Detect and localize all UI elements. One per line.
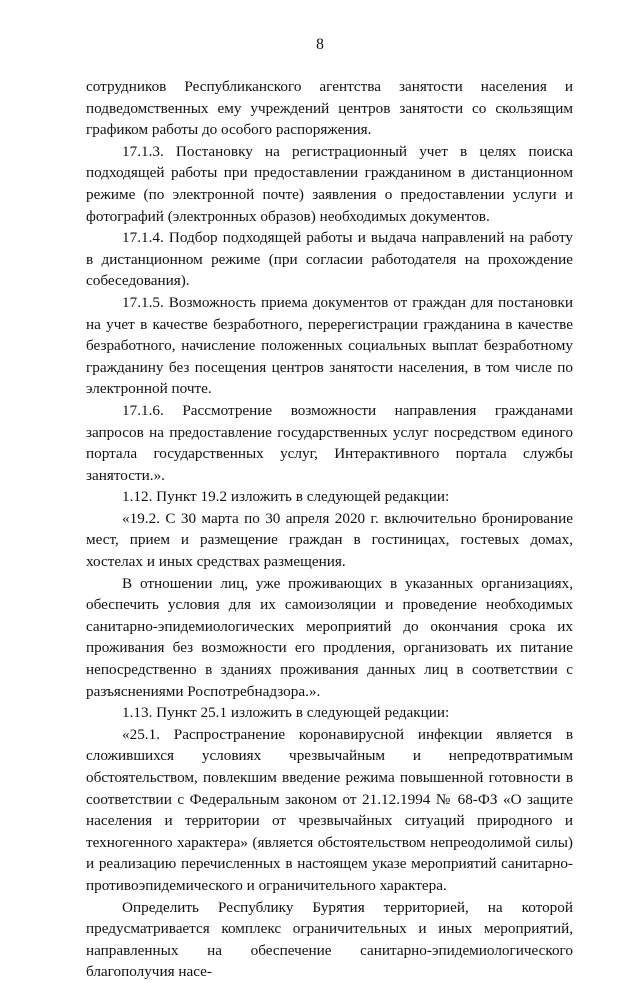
document-body [86, 76, 573, 983]
paragraph-1-13: 1.13. Пункт 25.1 изложить в следующей редакции: [122, 704, 450, 722]
paragraph-25-1: «25.1. Распространение коронавирусной инфекции является в сложившихся условиях чрезвычайным и непредотвратимым обстоятельством, повлекшим введение режима повышенной готовности в соответствии с Федеральным законом от 21.12.1994 № 68-ФЗ «О защите населения и территории от чрезвычайных ситуаций природного и техногенного характера» (является обстоятельством непреодолимой силы) и реализацию перечисленных в настоящем указе мероприятий санитарно-противоэпидемического и ограничительного характера. [86, 725, 573, 894]
paragraph-17-1-3: 17.1.3. Постановку на регистрационный учет в целях поиска подходящей работы при предоставлении гражданином в дистанционном режиме (по электронной почте) заявления о предоставлении услуги и фотографий (электронных образов) необходимых документов. [86, 142, 573, 225]
paragraph-17-1-6: 17.1.6. Рассмотрение возможности направления гражданами запросов на предоставление государственных услуг посредством единого портала государственных услуг, Интерактивного портала службы занятости.». [86, 401, 573, 484]
paragraph-1-12: 1.12. Пункт 19.2 изложить в следующей редакции: [122, 488, 450, 506]
page-number: 8 [316, 36, 324, 53]
paragraph-continuation: сотрудников Республиканского агентства занятости населения и подведомственных ему учреждений центров занятости со скользящим графиком работы до особого распоряжения. [86, 78, 573, 139]
paragraph-17-1-5: 17.1.5. Возможность приема документов от граждан для постановки на учет в качестве безработного, перерегистрации гражданина в качестве безработного, начисление положенных социальных выплат безработному гражданину без посещения центров занятости населения, в том числе по электронной почте. [86, 293, 573, 398]
paragraph-territory: Определить Республику Бурятия территорией, на которой предусматривается комплекс ограничительных и иных мероприятий, направленных на обеспечение санитарно-эпидемиологического благополучия насе- [86, 898, 573, 981]
paragraph-17-1-4: 17.1.4. Подбор подходящей работы и выдача направлений на работу в дистанционном режиме (при согласии работодателя на прохождение собеседования). [86, 229, 573, 290]
paragraph-19-2: «19.2. С 30 марта по 30 апреля 2020 г. включительно бронирование мест, прием и размещение граждан в гостиницах, гостевых домах, хостелах и иных средствах размещения. [86, 509, 573, 571]
paragraph-19-2-continued: В отношении лиц, уже проживающих в указанных организациях, обеспечить условия для их самоизоляции и проведение необходимых санитарно-эпидемиологических мероприятий до окончания срока их проживания без возможности его продления, организовать их питание непосредственно в зданиях проживания данных лиц в соответствии с разъяснениями Роспотребнадзора.». [86, 574, 573, 700]
